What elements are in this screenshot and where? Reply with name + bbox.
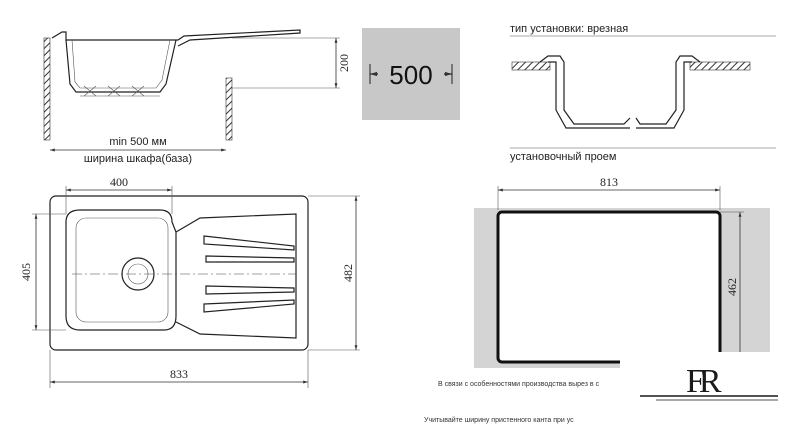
cabinet-wall-right bbox=[226, 78, 232, 140]
top-view bbox=[19, 175, 360, 388]
inset-profile-left bbox=[540, 56, 630, 124]
brand-logo-letters: FR bbox=[686, 363, 716, 400]
drain-markers bbox=[84, 86, 144, 96]
rib-3 bbox=[206, 286, 294, 294]
brand-logo bbox=[620, 352, 796, 445]
cabinet-wall-left bbox=[44, 38, 50, 140]
cutout-label: установочный проем bbox=[510, 151, 617, 163]
cabinet-size-badge bbox=[362, 28, 460, 120]
side-height-label: 200 bbox=[337, 54, 351, 72]
rib-2 bbox=[206, 256, 294, 262]
sink-bowl-profile bbox=[66, 40, 176, 92]
cabinet-width-label: ширина шкафа(база) bbox=[83, 153, 193, 165]
drainboard bbox=[176, 214, 296, 338]
min-width-label: min 500 мм bbox=[109, 136, 167, 148]
rib-4 bbox=[204, 300, 294, 312]
install-type-section bbox=[510, 23, 776, 163]
side-view bbox=[44, 30, 351, 165]
worktop-right bbox=[690, 62, 750, 70]
total-width-label: 833 bbox=[170, 367, 188, 381]
note-line-1: В связи с особенностями производства вырез в с bbox=[438, 381, 600, 388]
sink-outline bbox=[50, 196, 308, 350]
cutout-width-label: 813 bbox=[600, 175, 618, 189]
install-type-label: тип установки: врезная bbox=[510, 23, 629, 35]
note-line-2: Учитывайте ширину пристенного канта при ус bbox=[424, 417, 574, 424]
sink-bowl bbox=[66, 210, 176, 330]
worktop-left bbox=[512, 62, 550, 70]
rib-1 bbox=[204, 236, 294, 250]
cutout-drawing bbox=[474, 175, 770, 368]
cutout-height-label: 462 bbox=[725, 278, 739, 296]
cutout-opening bbox=[498, 212, 720, 362]
bowl-height-label: 405 bbox=[19, 263, 33, 281]
bowl-width-label: 400 bbox=[110, 175, 128, 189]
badge-value: 500 bbox=[389, 60, 433, 90]
total-height-label: 482 bbox=[341, 264, 355, 282]
sink-bowl-inner bbox=[72, 40, 170, 88]
